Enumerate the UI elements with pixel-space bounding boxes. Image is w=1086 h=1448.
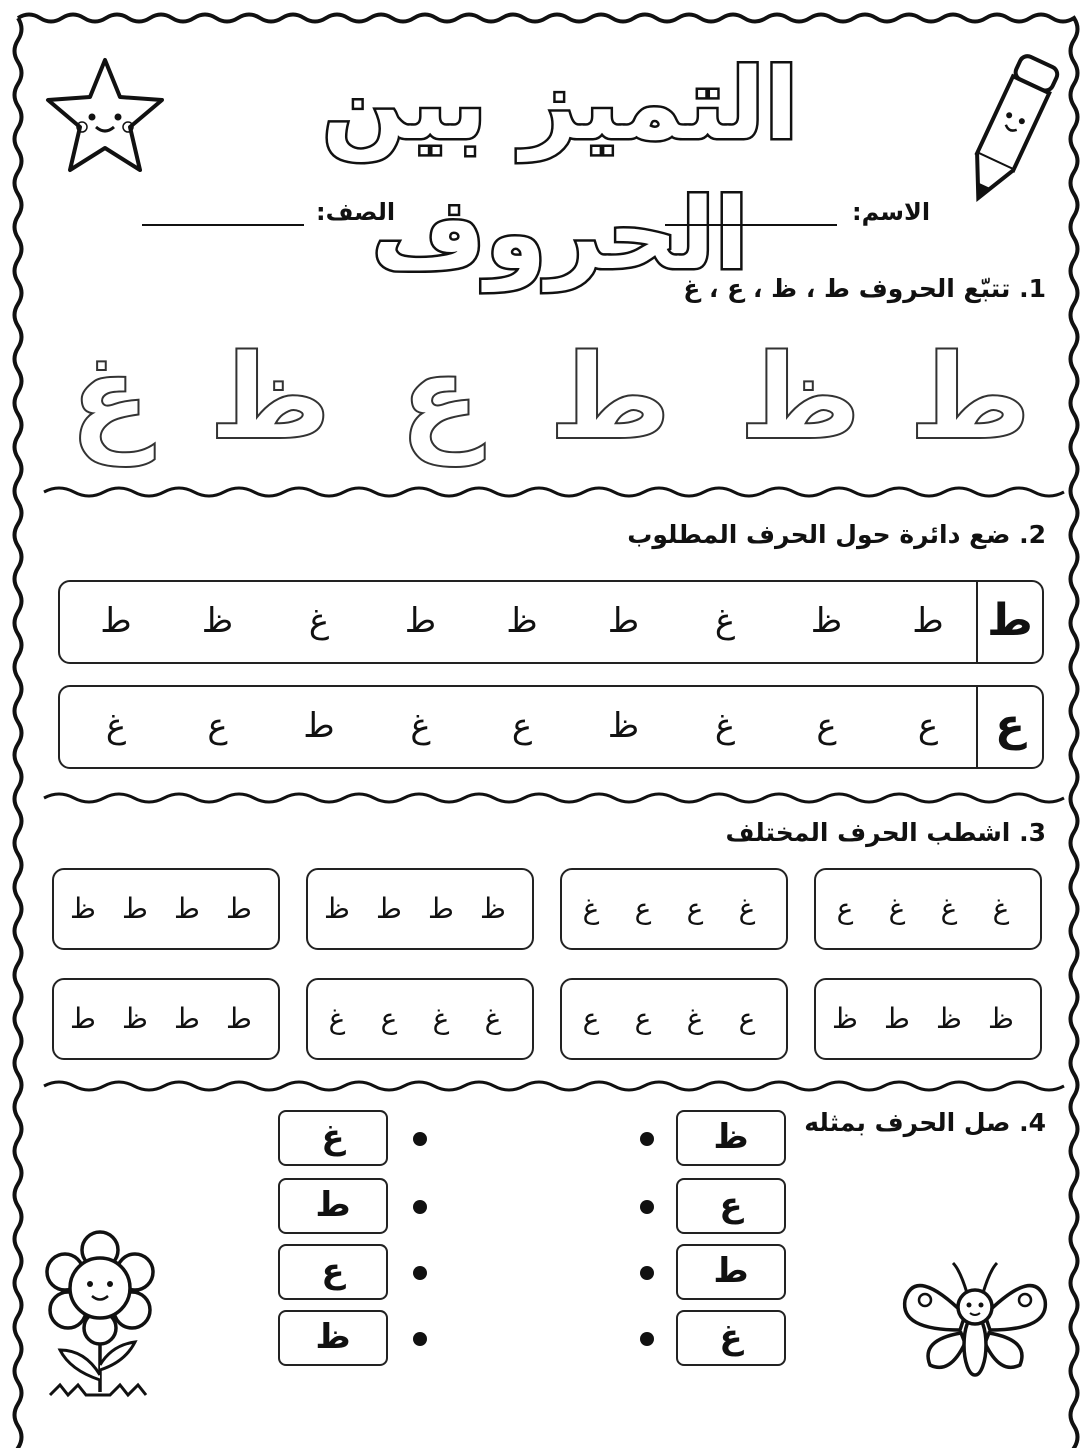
odd-letter-box bbox=[560, 978, 788, 1060]
box-letter[interactable]: ع bbox=[582, 1002, 600, 1035]
letter-option[interactable]: غ bbox=[714, 706, 736, 746]
box-letter[interactable]: غ bbox=[484, 1002, 502, 1035]
letter-row bbox=[58, 685, 1044, 769]
match-right-letter[interactable]: غ bbox=[676, 1310, 786, 1366]
divider-2 bbox=[44, 794, 1064, 802]
box-letter[interactable]: ع bbox=[380, 1002, 398, 1035]
odd-letter-box bbox=[814, 978, 1042, 1060]
letter-option[interactable]: ط bbox=[100, 601, 132, 641]
box-letter[interactable]: ط bbox=[122, 892, 148, 925]
name-label: الاسم: bbox=[852, 198, 931, 226]
match-right-letter[interactable]: ظ bbox=[676, 1110, 786, 1166]
box-letter[interactable]: غ bbox=[328, 1002, 346, 1035]
match-dot[interactable] bbox=[640, 1266, 654, 1280]
letter-option[interactable]: ط bbox=[303, 706, 335, 746]
odd-letter-box bbox=[814, 868, 1042, 950]
box-letter[interactable]: غ bbox=[582, 892, 600, 925]
letter-option[interactable]: ظ bbox=[506, 601, 538, 641]
box-letter[interactable]: ط bbox=[226, 892, 252, 925]
box-letter[interactable]: ع bbox=[634, 892, 652, 925]
question-4-title: 4. صل الحرف بمثله bbox=[804, 1108, 1046, 1137]
match-right-letter[interactable]: ط bbox=[676, 1244, 786, 1300]
box-letter[interactable]: ع bbox=[686, 892, 704, 925]
match-left-letter[interactable]: ع bbox=[278, 1244, 388, 1300]
letter-option[interactable]: غ bbox=[308, 601, 330, 641]
box-letter[interactable]: ع bbox=[738, 1002, 756, 1035]
letter-option[interactable]: غ bbox=[714, 601, 736, 641]
pencil-icon bbox=[955, 45, 1065, 215]
trace-letter[interactable]: ظ bbox=[208, 328, 332, 466]
odd-letter-box bbox=[52, 978, 280, 1060]
trace-letter[interactable]: ع bbox=[399, 328, 481, 466]
box-letter[interactable]: ط bbox=[226, 1002, 252, 1035]
trace-letter[interactable]: ط bbox=[548, 328, 672, 466]
match-right-letter[interactable]: ع bbox=[676, 1178, 786, 1234]
box-letter[interactable]: ظ bbox=[832, 1002, 858, 1035]
trace-letter[interactable]: ظ bbox=[738, 328, 862, 466]
box-letter[interactable]: غ bbox=[888, 892, 906, 925]
match-dot[interactable] bbox=[413, 1266, 427, 1280]
box-letter[interactable]: ظ bbox=[936, 1002, 962, 1035]
odd-letter-box bbox=[306, 868, 534, 950]
match-dot[interactable] bbox=[413, 1132, 427, 1146]
box-letter[interactable]: ظ bbox=[70, 892, 96, 925]
match-dot[interactable] bbox=[640, 1332, 654, 1346]
box-letter[interactable]: ط bbox=[70, 1002, 96, 1035]
box-letter[interactable]: ط bbox=[174, 1002, 200, 1035]
odd-letter-box bbox=[52, 868, 280, 950]
letter-option[interactable]: ظ bbox=[810, 601, 843, 641]
question-3-title: 3. اشطب الحرف المختلف bbox=[725, 818, 1046, 847]
match-left-letter[interactable]: غ bbox=[278, 1110, 388, 1166]
box-letter[interactable]: ع bbox=[836, 892, 854, 925]
odd-letter-box bbox=[306, 978, 534, 1060]
trace-letter[interactable]: غ bbox=[69, 328, 151, 466]
box-letter[interactable]: غ bbox=[432, 1002, 450, 1035]
trace-letter[interactable]: ط bbox=[908, 328, 1032, 466]
box-letter[interactable]: غ bbox=[940, 892, 958, 925]
match-dot[interactable] bbox=[413, 1332, 427, 1346]
flower-icon bbox=[40, 1230, 160, 1400]
letter-option[interactable]: ظ bbox=[201, 601, 234, 641]
target-letter: ط bbox=[976, 582, 1042, 662]
letter-option[interactable]: ع bbox=[917, 706, 939, 746]
box-letter[interactable]: ظ bbox=[122, 1002, 148, 1035]
letter-row bbox=[58, 580, 1044, 664]
match-dot[interactable] bbox=[413, 1200, 427, 1214]
class-label: الصف: bbox=[316, 198, 396, 226]
class-field[interactable] bbox=[142, 224, 304, 226]
letter-option[interactable]: ط bbox=[912, 601, 944, 641]
box-letter[interactable]: غ bbox=[738, 892, 756, 925]
box-letter[interactable]: ظ bbox=[988, 1002, 1014, 1035]
butterfly-icon bbox=[895, 1255, 1055, 1385]
star-icon bbox=[40, 55, 170, 180]
letter-option[interactable]: ع bbox=[207, 706, 228, 746]
box-letter[interactable]: ع bbox=[634, 1002, 652, 1035]
box-letter[interactable]: ظ bbox=[324, 892, 350, 925]
odd-letter-box bbox=[560, 868, 788, 950]
box-letter[interactable]: ط bbox=[174, 892, 200, 925]
match-dot[interactable] bbox=[640, 1200, 654, 1214]
letter-option[interactable]: ظ bbox=[607, 706, 640, 746]
question-1-title: 1. تتبّع الحروف ط ، ظ ، ع ، غ bbox=[683, 274, 1046, 303]
question-2-title: 2. ضع دائرة حول الحرف المطلوب bbox=[627, 520, 1046, 549]
match-dot[interactable] bbox=[640, 1132, 654, 1146]
name-field[interactable] bbox=[665, 224, 837, 226]
box-letter[interactable]: ط bbox=[884, 1002, 910, 1035]
page-title: التميز بين الحروف bbox=[321, 48, 799, 292]
match-left-letter[interactable]: ظ bbox=[278, 1310, 388, 1366]
divider-3 bbox=[44, 1082, 1064, 1090]
letter-option[interactable]: ط bbox=[607, 601, 640, 641]
letter-option[interactable]: ع bbox=[511, 706, 533, 746]
box-letter[interactable]: ظ bbox=[480, 892, 506, 925]
box-letter[interactable]: ط bbox=[428, 892, 454, 925]
box-letter[interactable]: غ bbox=[992, 892, 1010, 925]
target-letter: ع bbox=[976, 687, 1042, 767]
letter-option[interactable]: غ bbox=[105, 706, 127, 746]
box-letter[interactable]: ط bbox=[376, 892, 402, 925]
box-letter[interactable]: غ bbox=[686, 1002, 704, 1035]
match-left-letter[interactable]: ط bbox=[278, 1178, 388, 1234]
letter-option[interactable]: غ bbox=[410, 706, 431, 746]
divider-1 bbox=[44, 488, 1064, 496]
letter-option[interactable]: ع bbox=[816, 706, 837, 746]
letter-option[interactable]: ط bbox=[404, 601, 437, 641]
